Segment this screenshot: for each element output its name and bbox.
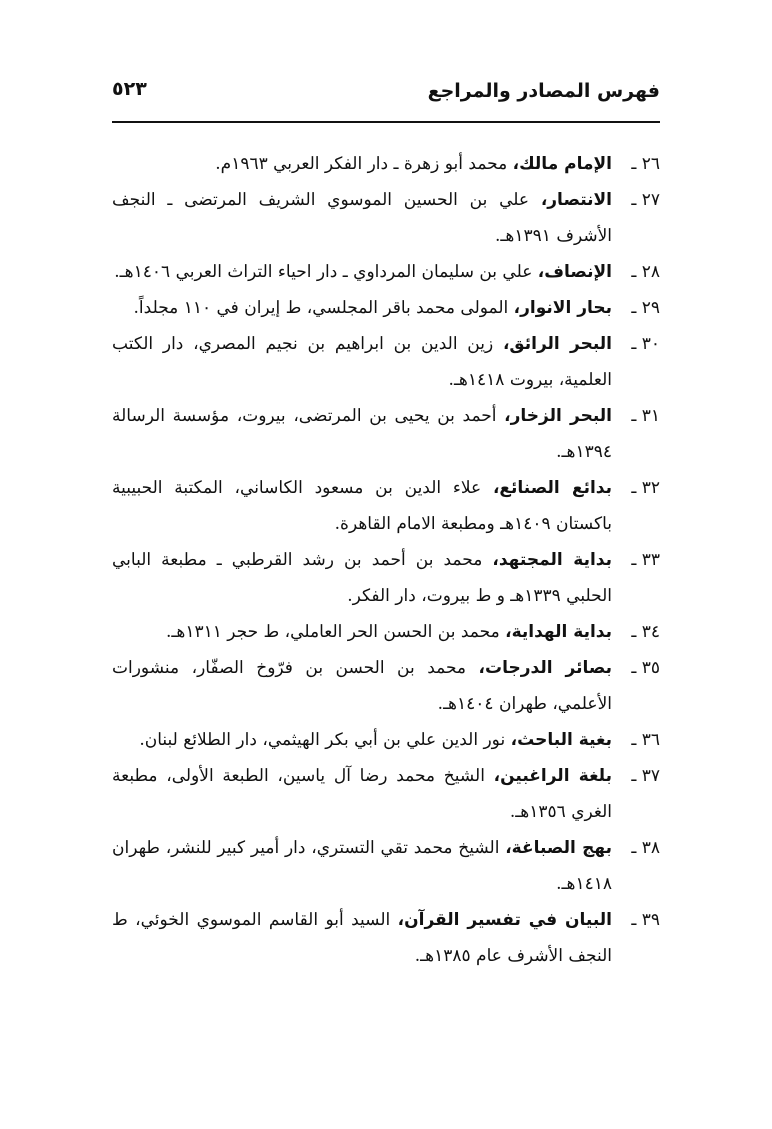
entry-title: بداية المجتهد، [492,550,612,570]
entry-details: زين الدين بن ابراهيم بن نجيم المصري، دار الكتب العلمية، بيروت ١٤١٨هـ. [112,334,612,390]
entry-content [112,830,612,902]
page-number: ٥٢٣ [112,78,147,100]
entry-details: نور الدين علي بن أبي بكر الهيثمي، دار الطلائع لبنان. [139,730,511,750]
bibliography-entry-34 [112,614,660,650]
entry-details: المولى محمد باقر المجلسي، ط إيران في ١١٠ مجلداً. [133,298,514,318]
entry-number: ٣٥ ـ [631,658,660,678]
entry-content [112,722,612,758]
entry-title: بحار الانوار، [513,298,612,318]
entry-number: ٣٢ ـ [631,478,660,498]
entry-number: ٢٧ ـ [631,190,660,210]
bibliography-entry-27 [112,182,660,254]
entry-details: علي بن الحسين الموسوي الشريف المرتضى ـ النجف الأشرف ١٣٩١هـ. [112,190,612,246]
entry-title: بغية الباحث، [510,730,612,750]
entry-content [112,146,612,182]
entry-details: محمد بن الحسن بن فرّوخ الصفّار، منشورات الأعلمي، طهران ١٤٠٤هـ. [112,658,612,714]
entry-details: السيد أبو القاسم الموسوي الخوئي، ط النجف الأشرف عام ١٣٨٥هـ. [112,910,612,966]
entry-title: الإنصاف، [537,262,612,282]
entry-title: الإمام مالك، [512,154,612,174]
entry-content [112,542,612,614]
entry-number: ٣٨ ـ [631,838,660,858]
entry-content [112,614,612,650]
entry-content [112,758,612,830]
bibliography-entry-35 [112,650,660,722]
entry-number: ٣٦ ـ [631,730,660,750]
bibliography-entry-38 [112,830,660,902]
entry-title: البحر الزخار، [504,406,612,426]
entry-content [112,326,612,398]
entry-number: ٣٤ ـ [631,622,660,642]
entry-details: محمد أبو زهرة ـ دار الفكر العربي ١٩٦٣م. [215,154,513,174]
entry-details: أحمد بن يحيى بن المرتضى، بيروت، مؤسسة الرسالة ١٣٩٤هـ. [112,406,612,462]
entry-details: الشيخ محمد تقي التستري، دار أمير كبير للنشر، طهران ١٤١٨هـ. [112,838,612,894]
entry-title: بداية الهداية، [505,622,612,642]
bibliography-entry-30 [112,326,660,398]
entry-number: ٣١ ـ [631,406,660,426]
bibliography-list [112,146,660,974]
header-rule [112,121,660,123]
entry-title: بدائع الصنائع، [492,478,613,498]
bibliography-entry-39 [112,902,660,974]
entry-number: ٢٩ ـ [631,298,660,318]
entry-number: ٢٨ ـ [631,262,660,282]
entry-details: علاء الدين بن مسعود الكاساني، المكتبة الحبيبية باكستان ١٤٠٩هـ ومطبعة الامام القاهرة. [112,478,612,534]
entry-title: البيان في تفسير القرآن، [397,910,612,930]
entry-title: بهج الصباغة، [505,838,612,858]
entry-content [112,290,612,326]
entry-content [112,902,612,974]
bibliography-entry-36 [112,722,660,758]
entry-number: ٣٠ ـ [631,334,660,354]
bibliography-entry-29 [112,290,660,326]
entry-details: الشيخ محمد رضا آل ياسين، الطبعة الأولى، مطبعة الغري ١٣٥٦هـ. [112,766,612,822]
running-header [112,76,660,112]
bibliography-entry-26 [112,146,660,182]
entry-content [112,650,612,722]
entry-number: ٣٩ ـ [631,910,660,930]
bibliography-entry-37 [112,758,660,830]
entry-title: بلغة الراغبين، [493,766,612,786]
entry-content [112,398,612,470]
entry-content [112,254,612,290]
entry-details: محمد بن الحسن الحر العاملي، ط حجر ١٣١١هـ. [166,622,506,642]
running-header-title: فهرس المصادر والمراجع [427,80,660,102]
bibliography-entry-31 [112,398,660,470]
entry-details: علي بن سليمان المرداوي ـ دار احياء التراث العربي ١٤٠٦هـ. [114,262,538,282]
entry-content [112,470,612,542]
entry-title: البحر الرائق، [502,334,612,354]
entry-content [112,182,612,254]
entry-title: بصائر الدرجات، [478,658,613,678]
entry-number: ٣٣ ـ [631,550,660,570]
entry-number: ٣٧ ـ [631,766,660,786]
entry-details: محمد بن أحمد بن رشد القرطبي ـ مطبعة البابي الحلبي ١٣٣٩هـ و ط بيروت، دار الفكر. [112,550,612,606]
bibliography-entry-32 [112,470,660,542]
entry-title: الانتصار، [540,190,612,210]
bibliography-entry-28 [112,254,660,290]
entry-number: ٢٦ ـ [631,154,660,174]
bibliography-entry-33 [112,542,660,614]
